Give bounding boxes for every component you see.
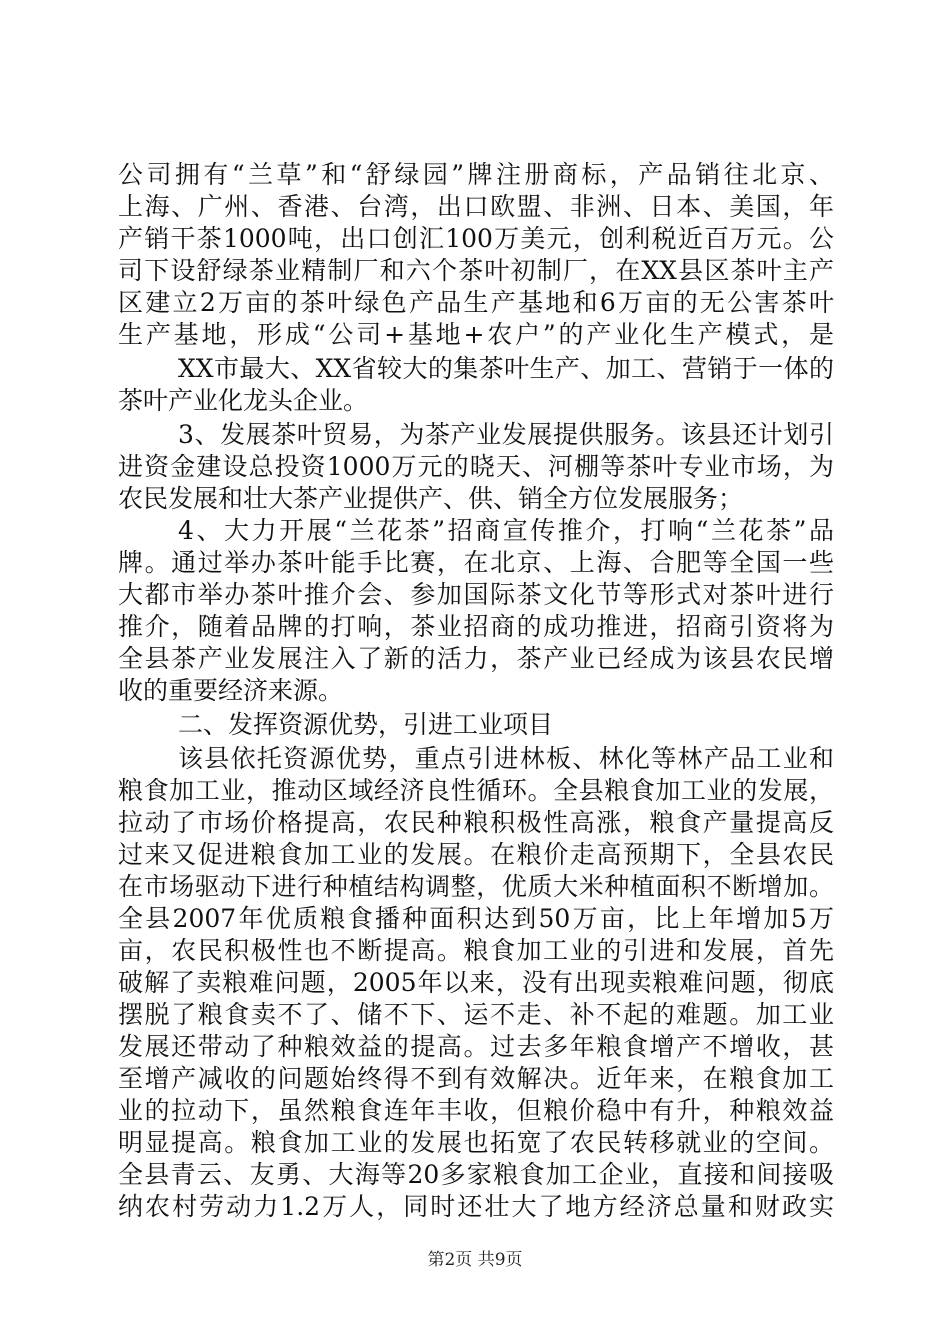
text-line-28: 发展还带动了种粮效益的提高。过去多年粮食增产不增收，甚 — [118, 1032, 834, 1061]
text-line-33: 纳农村劳动力1.2万人，同时还壮大了地方经济总量和财政实 — [118, 1192, 834, 1221]
text-line-4: 司下设舒绿茶业精制厂和六个茶叶初制厂，在XX县区茶叶主产 — [118, 256, 834, 285]
text-line-1: 公司拥有“兰草”和“舒绿园”牌注册商标，产品销往北京、 — [118, 160, 834, 189]
text-line-31: 明显提高。粮食加工业的发展也拓宽了农民转移就业的空间。 — [118, 1128, 834, 1157]
text-line-25: 亩，农民积极性也不断提高。粮食加工业的引进和发展，首先 — [118, 936, 834, 965]
text-line-11: 农民发展和壮大茶产业提供产、供、销全方位发展服务； — [118, 484, 744, 513]
text-line-26: 破解了卖粮难问题，2005年以来，没有出现卖粮难问题，彻底 — [118, 968, 834, 997]
text-line-2: 上海、广州、香港、台湾，出口欧盟、非洲、日本、美国，年 — [118, 192, 834, 221]
text-line-27: 摆脱了粮食卖不了、储不下、运不走、补不起的难题。加工业 — [118, 1000, 834, 1029]
text-line-7: XX市最大、XX省较大的集茶叶生产、加工、营销于一体的 — [178, 354, 834, 383]
text-line-19: 该县依托资源优势，重点引进林板、林化等林产品工业和 — [178, 744, 834, 773]
section-heading: 二、发挥资源优势，引进工业项目 — [178, 710, 554, 739]
text-line-5: 区建立2万亩的茶叶绿色产品生产基地和6万亩的无公害茶叶 — [118, 288, 834, 317]
text-line-15: 推介，随着品牌的打响，茶业招商的成功推进，招商引资将为 — [118, 612, 834, 641]
text-line-23: 在市场驱动下进行种植结构调整，优质大米种植面积不断增加。 — [118, 872, 834, 901]
text-line-3: 产销干茶1000吨，出口创汇100万美元，创利税近百万元。公 — [118, 224, 834, 253]
text-line-29: 至增产减收的问题始终得不到有效解决。近年来，在粮食加工 — [118, 1064, 834, 1093]
text-line-6: 生产基地，形成“公司+基地+农户”的产业化生产模式，是 — [118, 320, 834, 349]
text-line-10: 进资金建设总投资1000万元的晓天、河棚等茶叶专业市场，为 — [118, 452, 834, 481]
text-line-16: 全县茶产业发展注入了新的活力，茶产业已经成为该县农民增 — [118, 644, 834, 673]
text-line-12: 4、大力开展“兰花茶”招商宣传推介，打响“兰花茶”品 — [178, 516, 834, 545]
text-line-24: 全县2007年优质粮食播种面积达到50万亩，比上年增加5万 — [118, 904, 834, 933]
text-line-30: 业的拉动下，虽然粮食连年丰收，但粮价稳中有升，种粮效益 — [118, 1096, 834, 1125]
text-line-22: 过来又促进粮食加工业的发展。在粮价走高预期下，全县农民 — [118, 840, 834, 869]
text-line-32: 全县青云、友勇、大海等20多家粮食加工企业，直接和间接吸 — [118, 1160, 834, 1189]
text-line-13: 牌。通过举办茶叶能手比赛，在北京、上海、合肥等全国一些 — [118, 548, 834, 577]
text-line-14: 大都市举办茶叶推介会、参加国际茶文化节等形式对茶叶进行 — [118, 580, 834, 609]
text-line-17: 收的重要经济来源。 — [118, 676, 344, 705]
text-line-20: 粮食加工业，推动区域经济良性循环。全县粮食加工业的发展， — [118, 776, 834, 805]
page-number: 第2页 共9页 — [427, 1250, 523, 1270]
text-line-8: 茶叶产业化龙头企业。 — [118, 386, 369, 415]
text-line-9: 3、发展茶叶贸易，为茶产业发展提供服务。该县还计划引 — [178, 420, 834, 449]
text-line-21: 拉动了市场价格提高，农民种粮积极性高涨，粮食产量提高反 — [118, 808, 834, 837]
